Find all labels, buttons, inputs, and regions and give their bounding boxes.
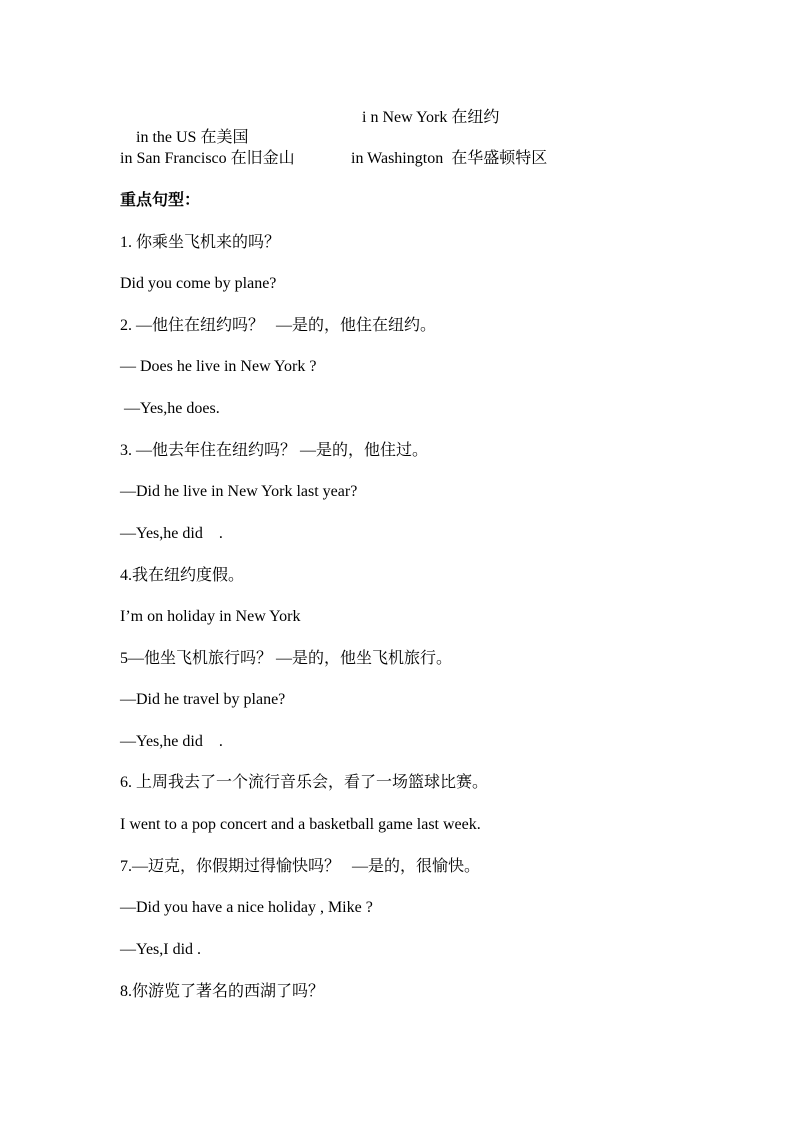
- sentence-line: 4.我在纽约度假。: [120, 567, 245, 584]
- vocab-washington: in Washington 在华盛顿特区: [351, 150, 548, 167]
- sentence-line: 3. —他去年住在纽约吗？ —是的，他住过。: [120, 442, 429, 459]
- vocab-us: in the US 在美国: [136, 129, 249, 146]
- sentence-line: 2. —他住在纽约吗？ —是的，他住在纽约。: [120, 317, 437, 334]
- sentence-line: 6. 上周我去了一个流行音乐会，看了一场篮球比赛。: [120, 774, 489, 791]
- sentence-line: 5—他坐飞机旅行吗？ —是的，他坐飞机旅行。: [120, 650, 453, 667]
- sentence-line: Did you come by plane?: [120, 275, 277, 292]
- vocab-san-francisco: in San Francisco 在旧金山: [120, 150, 295, 167]
- sentence-line: 8.你游览了著名的西湖了吗？: [120, 983, 325, 1000]
- sentence-line: —Yes,he does.: [120, 400, 220, 417]
- sentence-line: 7.—迈克，你假期过得愉快吗？ —是的，很愉快。: [120, 858, 481, 875]
- sentence-line: —Yes,I did .: [120, 941, 202, 958]
- vocab-new-york: i n New York 在纽约: [362, 109, 500, 126]
- section-heading: 重点句型：: [120, 192, 201, 209]
- sentence-line: 1. 你乘坐飞机来的吗？: [120, 234, 281, 251]
- sentence-line: —Yes,he did .: [120, 733, 223, 750]
- sentence-line: —Did he live in New York last year?: [120, 483, 358, 500]
- sentence-line: — Does he live in New York ?: [120, 358, 317, 375]
- sentence-line: I’m on holiday in New York: [120, 608, 301, 625]
- sentence-line: —Yes,he did .: [120, 525, 223, 542]
- sentence-line: —Did you have a nice holiday , Mike ?: [120, 899, 373, 916]
- sentence-line: —Did he travel by plane?: [120, 691, 286, 708]
- sentence-line: I went to a pop concert and a basketball game last week.: [120, 816, 481, 833]
